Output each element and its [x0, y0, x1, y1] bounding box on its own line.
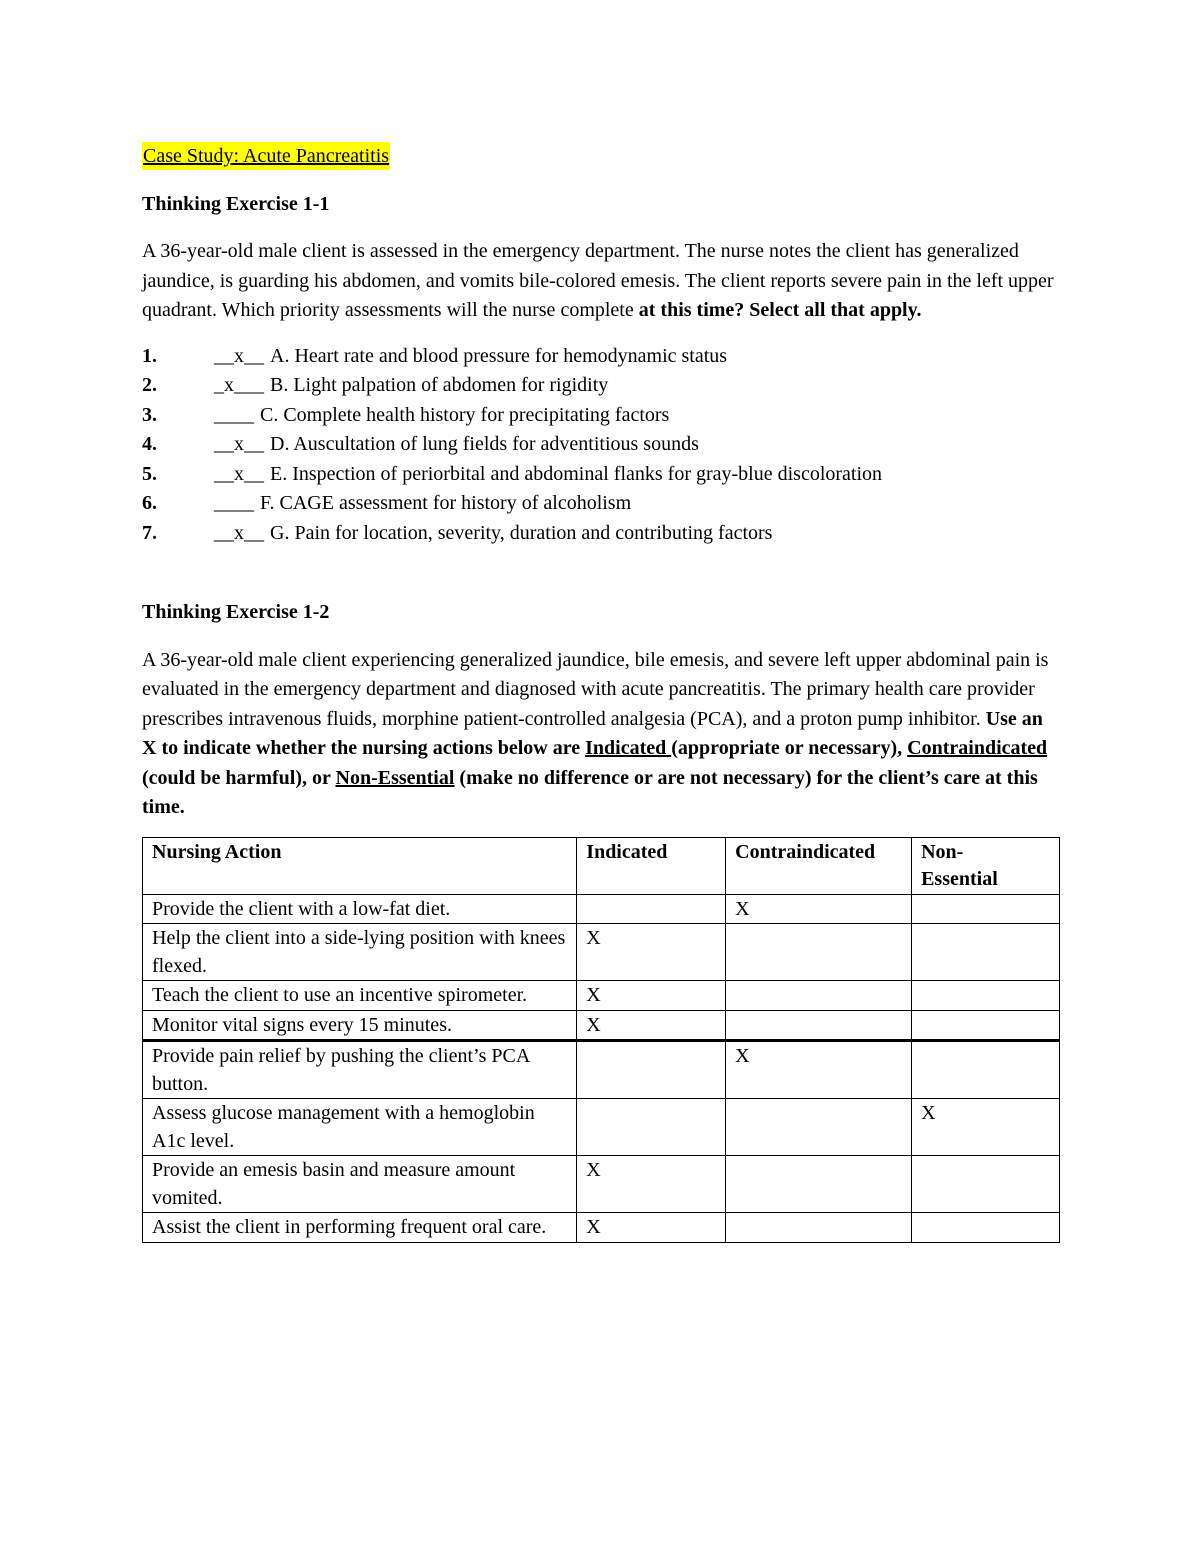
choice-item — [142, 342, 1060, 372]
exercise-2-prompt — [142, 646, 1060, 823]
indicated-cell: X — [577, 981, 726, 1011]
contraindicated-cell — [726, 981, 912, 1011]
choice-number: 1. — [142, 344, 157, 367]
contraindicated-cell — [726, 1156, 912, 1213]
action-cell: Assist the client in performing frequent oral care. — [143, 1213, 577, 1243]
choice-mark: __x__ — [214, 433, 264, 455]
term-contraindicated: Contraindicated — [907, 737, 1048, 759]
nonessential-cell — [912, 1041, 1060, 1099]
choice-text: A. Heart rate and blood pressure for hemodynamic status — [270, 344, 728, 367]
instruction-part: (could be harmful), or — [142, 766, 336, 789]
action-cell: Provide the client with a low-fat diet. — [143, 894, 577, 924]
exercise-1-prompt-instruction: at this time? Select all that apply. — [638, 299, 922, 321]
header-non-essential: Non- Essential — [912, 837, 1060, 894]
contraindicated-cell: X — [726, 1041, 912, 1099]
table-row — [143, 924, 1060, 981]
term-nonessential: Non-Essential — [335, 766, 455, 789]
table-row — [143, 1041, 1060, 1099]
exercise-1-prompt-text: A 36-year-old male client is assessed in the emergency department. The nurse notes the client has generalized jaundice, is guarding his abdomen, and vomits bile-colored emesis. The client reports severe pain in the left upper quadrant. Which priority assessments will the nurse complete — [142, 240, 1054, 321]
choice-item — [142, 401, 1060, 431]
choice-mark: ____ — [214, 492, 254, 514]
nonessential-cell — [912, 981, 1060, 1011]
term-indicated: Indicated — [585, 737, 672, 759]
table-row — [143, 1213, 1060, 1243]
action-cell: Teach the client to use an incentive spirometer. — [143, 981, 577, 1011]
choice-number: 3. — [142, 403, 157, 426]
choice-item — [142, 460, 1060, 490]
exercise-1-choice-list — [142, 342, 1060, 549]
document-page — [142, 142, 1060, 1243]
choice-mark: __x__ — [214, 462, 264, 485]
nonessential-cell — [912, 924, 1060, 981]
contraindicated-cell — [726, 1213, 912, 1243]
choice-mark: __x__ — [214, 344, 264, 367]
choice-item — [142, 489, 1060, 519]
choice-mark: ____ — [214, 403, 254, 426]
choice-number: 2. — [142, 374, 157, 396]
nonessential-cell — [912, 894, 1060, 924]
table-row — [143, 981, 1060, 1011]
instruction-part: (make no difference or are not necessary) for the client’s care at this time. — [142, 766, 1038, 818]
indicated-cell: X — [577, 1213, 726, 1243]
action-cell: Assess glucose management with a hemoglobin A1c level. — [143, 1099, 577, 1156]
table-row — [143, 1156, 1060, 1213]
nonessential-cell — [912, 1213, 1060, 1243]
indicated-cell — [577, 1099, 726, 1156]
action-cell: Monitor vital signs every 15 minutes. — [143, 1010, 577, 1041]
action-cell: Provide pain relief by pushing the client’s PCA button. — [143, 1041, 577, 1099]
nonessential-cell — [912, 1156, 1060, 1213]
choice-mark: _x___ — [214, 374, 264, 396]
choice-text: B. Light palpation of abdomen for rigidity — [270, 374, 609, 396]
exercise-1-prompt — [142, 237, 1060, 326]
action-cell: Provide an emesis basin and measure amount vomited. — [143, 1156, 577, 1213]
header-nursing-action: Nursing Action — [143, 837, 577, 894]
header-contraindicated: Contraindicated — [726, 837, 912, 894]
nursing-action-table — [142, 837, 1060, 1243]
contraindicated-cell — [726, 1010, 912, 1041]
choice-number: 4. — [142, 433, 157, 455]
choice-text: F. CAGE assessment for history of alcoholism — [260, 492, 632, 514]
exercise-1-heading: Thinking Exercise 1-1 — [142, 192, 330, 215]
indicated-cell: X — [577, 1156, 726, 1213]
contraindicated-cell — [726, 1099, 912, 1156]
contraindicated-cell: X — [726, 894, 912, 924]
indicated-cell: X — [577, 924, 726, 981]
case-study-title: Case Study: Acute Pancreatitis — [142, 142, 390, 170]
table-row — [143, 1010, 1060, 1041]
indicated-cell: X — [577, 1010, 726, 1041]
choice-text: C. Complete health history for precipitating factors — [260, 403, 670, 426]
choice-item — [142, 430, 1060, 460]
table-row — [143, 1099, 1060, 1156]
choice-number: 7. — [142, 521, 157, 544]
choice-text: E. Inspection of periorbital and abdominal flanks for gray-blue discoloration — [270, 462, 883, 485]
indicated-cell — [577, 894, 726, 924]
header-indicated: Indicated — [577, 837, 726, 894]
table-header-row — [143, 837, 1060, 894]
choice-mark: __x__ — [214, 521, 264, 544]
indicated-cell — [577, 1041, 726, 1099]
table-row — [143, 894, 1060, 924]
instruction-part: (appropriate or necessary), — [671, 737, 908, 759]
choice-text: D. Auscultation of lung fields for adventitious sounds — [270, 433, 699, 455]
instruction-part: Use an X to indicate whether the nursing actions below are — [142, 707, 1043, 759]
choice-number: 6. — [142, 492, 157, 514]
choice-number: 5. — [142, 462, 157, 485]
action-cell: Help the client into a side-lying position with knees flexed. — [143, 924, 577, 981]
contraindicated-cell — [726, 924, 912, 981]
nonessential-cell: X — [912, 1099, 1060, 1156]
choice-item — [142, 519, 1060, 549]
nonessential-cell — [912, 1010, 1060, 1041]
exercise-2-heading: Thinking Exercise 1-2 — [142, 601, 330, 623]
choice-text: G. Pain for location, severity, duration and contributing factors — [270, 521, 773, 544]
exercise-2-prompt-text: A 36-year-old male client experiencing generalized jaundice, bile emesis, and severe left upper abdominal pain is evaluated in the emergency department and diagnosed with acute pancreatitis. The primary health care provider prescribes intravenous fluids, morphine patient-controlled analgesia (PCA), and a proton pump inhibitor. — [142, 648, 1049, 730]
choice-item — [142, 371, 1060, 401]
